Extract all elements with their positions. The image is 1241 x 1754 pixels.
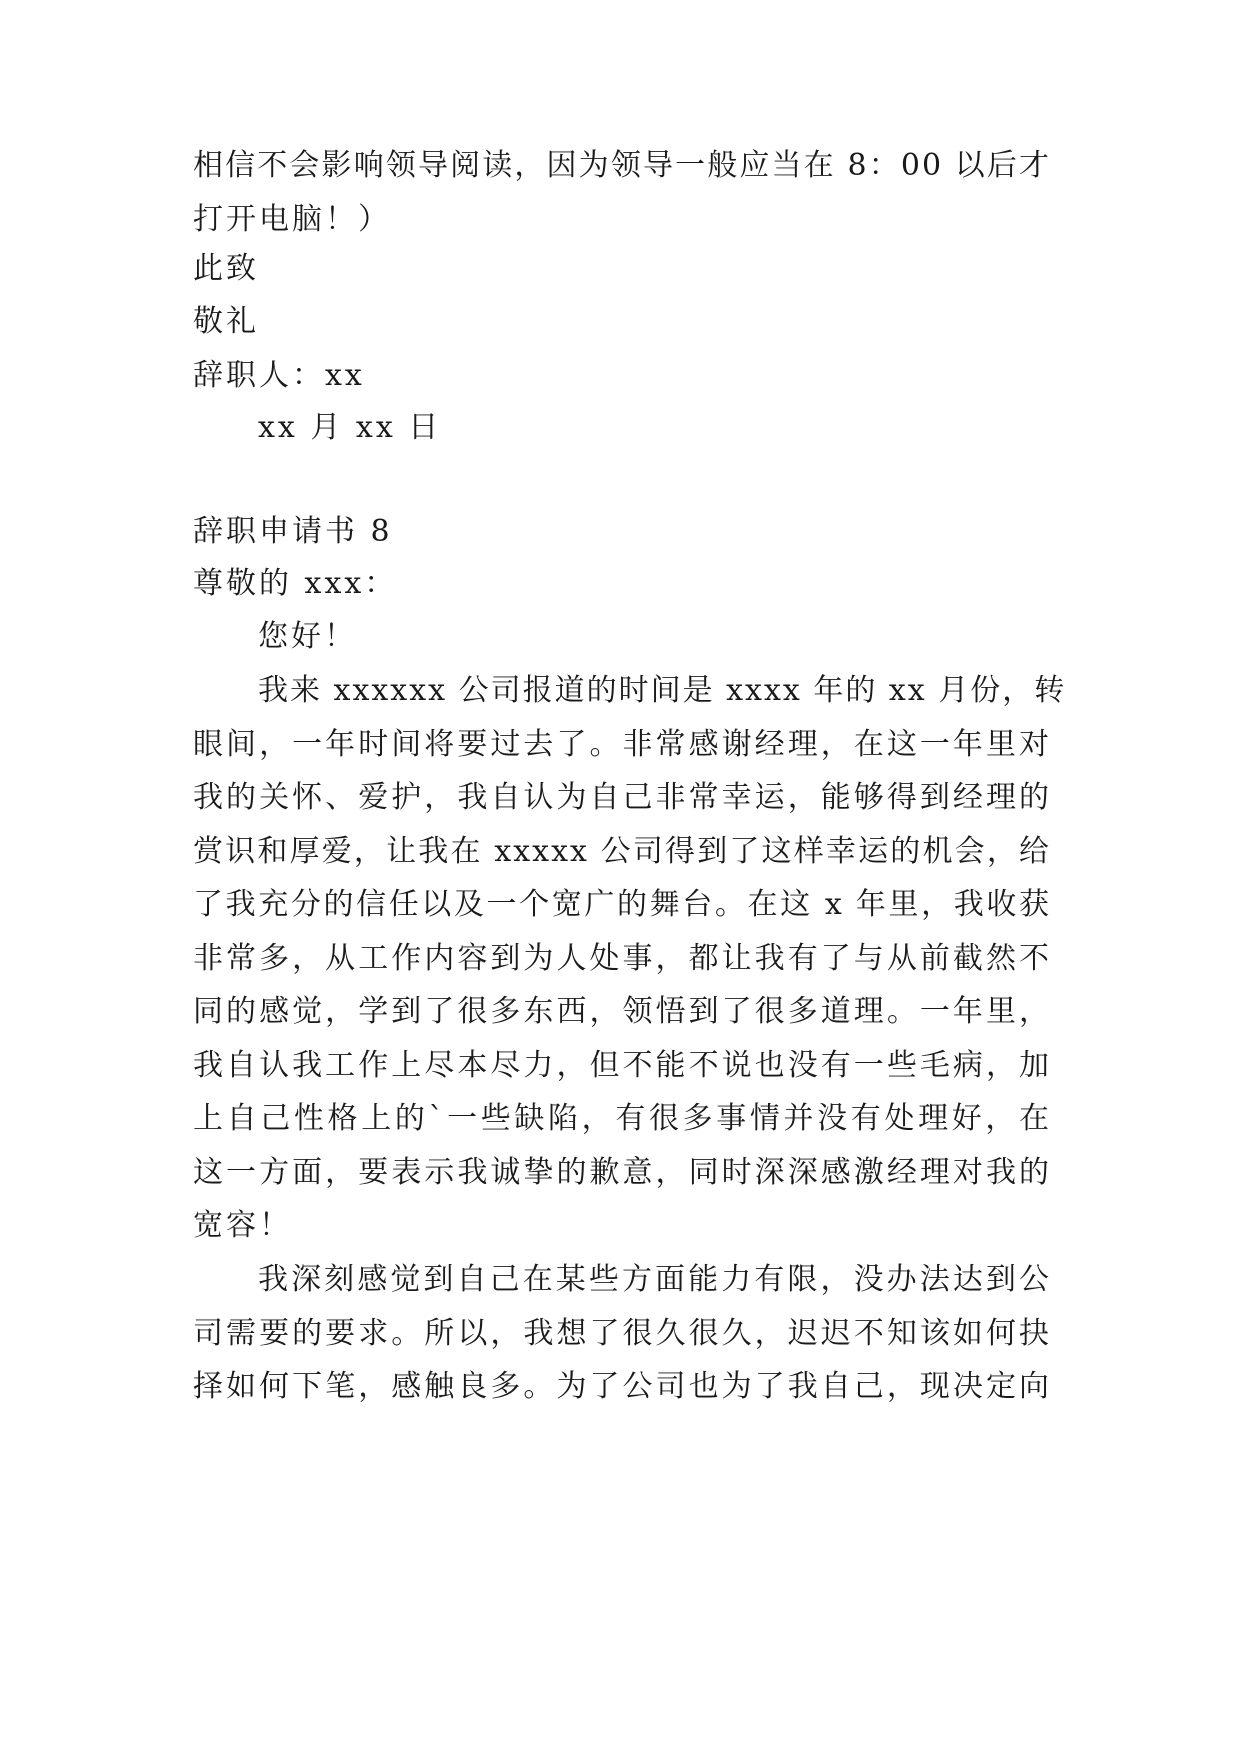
paragraph-line: 宽容！ <box>193 1208 292 1243</box>
text-line: 相信不会影响领导阅读，因为领导一般应当在 8：00 以后才 <box>193 148 1051 183</box>
paragraph-line: 择如何下笔，感触良多。为了公司也为了我自己，现决定向 <box>193 1369 1051 1404</box>
paragraph-line: 这一方面，要表示我诚挚的歉意，同时深深感激经理对我的 <box>193 1155 1051 1190</box>
signer-line: 辞职人：xx <box>193 358 365 393</box>
paragraph-line: 赏识和厚爱，让我在 xxxxx 公司得到了这样幸运的机会，给 <box>193 834 1051 869</box>
paragraph-line: 了我充分的信任以及一个宽广的舞台。在这 x 年里，我收获 <box>193 887 1051 922</box>
text-line: 打开电脑！） <box>193 202 391 237</box>
paragraph-line: 我来 xxxxxx 公司报道的时间是 xxxx 年的 xx 月份，转 <box>258 673 1067 708</box>
section-title: 辞职申请书 8 <box>193 514 393 549</box>
closing-line: 敬礼 <box>193 304 259 339</box>
closing-line: 此致 <box>193 251 259 286</box>
paragraph-line: 非常多，从工作内容到为人处事，都让我有了与从前截然不 <box>193 941 1051 976</box>
paragraph-line: 司需要的要求。所以，我想了很久很久，迟迟不知该如何抉 <box>193 1316 1051 1351</box>
date-line: xx 月 xx 日 <box>258 410 442 445</box>
paragraph-line: 我深刻感觉到自己在某些方面能力有限，没办法达到公 <box>258 1262 1051 1297</box>
paragraph-line: 我的关怀、爱护，我自认为自己非常幸运，能够得到经理的 <box>193 780 1051 815</box>
paragraph-line: 眼间，一年时间将要过去了。非常感谢经理，在这一年里对 <box>193 727 1051 762</box>
paragraph-line: 上自己性格上的`一些缺陷，有很多事情并没有处理好，在 <box>193 1101 1051 1136</box>
paragraph-line: 同的感觉，学到了很多东西，领悟到了很多道理。一年里， <box>193 994 1051 1029</box>
paragraph-line: 我自认我工作上尽本尽力，但不能不说也没有一些毛病，加 <box>193 1048 1051 1083</box>
salutation: 尊敬的 xxx： <box>193 566 398 601</box>
greeting: 您好！ <box>258 619 357 654</box>
